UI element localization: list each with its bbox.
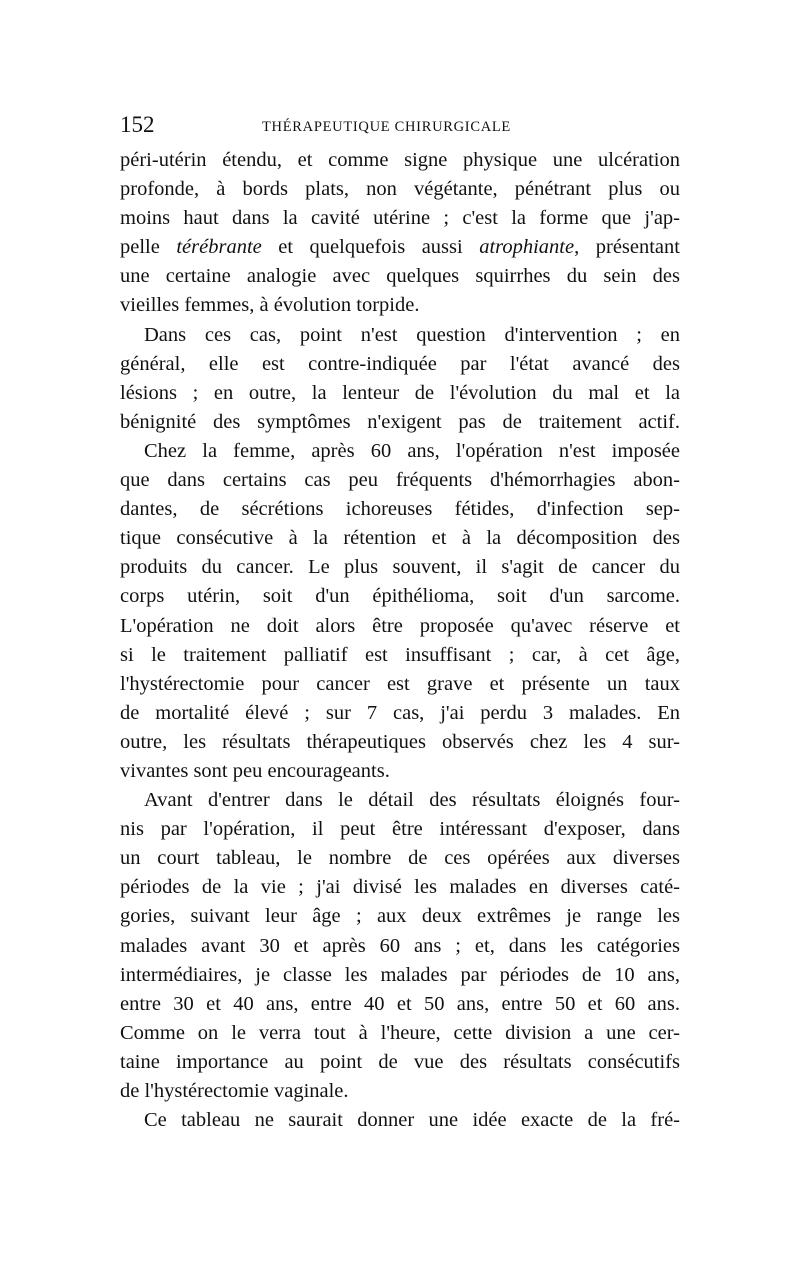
text-line: que dans certains cas peu fréquents d'hémorrhagies abon- xyxy=(120,469,680,492)
text-line: péri-utérin étendu, et comme signe physique une ulcération xyxy=(120,149,680,171)
text-line: général, elle est contre-indiquée par l'état avancé des xyxy=(120,352,680,375)
running-head xyxy=(120,112,680,142)
text-line: vivantes sont peu encourageants. xyxy=(120,759,390,782)
italic-term: atrophiante xyxy=(479,236,575,259)
text-line: vieilles femmes, à évolution torpide. xyxy=(120,294,420,317)
text-segment: et quelquefois aussi xyxy=(261,236,480,259)
text-line: tique consécutive à la rétention et à la décomposition des xyxy=(120,527,680,550)
text-line: Comme on le verra tout à l'heure, cette division a une cer- xyxy=(120,1021,680,1044)
text-line: profonde, à bords plats, non végétante, pénétrant plus ou xyxy=(120,178,680,201)
text-line: gories, suivant leur âge ; aux deux extrêmes je range les xyxy=(120,905,680,928)
page-number: 152 xyxy=(120,112,155,137)
text-segment: pelle xyxy=(120,236,177,259)
text-line: corps utérin, soit d'un épithélioma, soit d'un sarcome. xyxy=(120,585,680,608)
text-line: L'opération ne doit alors être proposée qu'avec réserve et xyxy=(120,614,680,637)
text-line: outre, les résultats thérapeutiques observés chez les 4 sur- xyxy=(120,730,680,753)
text-line: nis par l'opération, il peut être intéressant d'exposer, dans xyxy=(120,818,680,841)
text-line: périodes de la vie ; j'ai divisé les malades en diverses caté- xyxy=(120,876,680,899)
text-line: taine importance au point de vue des résultats consécutifs xyxy=(120,1050,680,1073)
book-page xyxy=(120,112,680,1135)
text-line: l'hystérectomie pour cancer est grave et présente un taux xyxy=(120,672,680,695)
text-line: une certaine analogie avec quelques squirrhes du sein des xyxy=(120,265,680,288)
text-segment: , présentant xyxy=(574,236,680,259)
body-text xyxy=(120,146,680,1135)
text-line: un court tableau, le nombre de ces opérées aux diverses xyxy=(120,847,680,870)
italic-term: térébrante xyxy=(176,236,262,259)
text-line: bénignité des symptômes n'exigent pas de traitement actif. xyxy=(120,410,680,433)
paragraph-start-line: Dans ces cas, point n'est question d'intervention ; en xyxy=(144,323,680,346)
text-line: de mortalité élevé ; sur 7 cas, j'ai perdu 3 malades. En xyxy=(120,701,680,724)
text-line: intermédiaires, je classe les malades par périodes de 10 ans, xyxy=(120,963,680,986)
text-line: produits du cancer. Le plus souvent, il s'agit de cancer du xyxy=(120,556,680,579)
text-line: entre 30 et 40 ans, entre 40 et 50 ans, entre 50 et 60 ans. xyxy=(120,992,680,1015)
text-line: si le traitement palliatif est insuffisant ; car, à cet âge, xyxy=(120,643,680,666)
text-line xyxy=(120,233,680,262)
text-line: dantes, de sécrétions ichoreuses fétides, d'infection sep- xyxy=(120,498,680,521)
text-line: de l'hystérectomie vaginale. xyxy=(120,1080,349,1102)
text-line: malades avant 30 et après 60 ans ; et, dans les catégories xyxy=(120,934,680,957)
text-line: lésions ; en outre, la lenteur de l'évolution du mal et la xyxy=(120,381,680,404)
paragraph-start-line: Chez la femme, après 60 ans, l'opération n'est imposée xyxy=(144,439,680,462)
text-line: moins haut dans la cavité utérine ; c'est la forme que j'ap- xyxy=(120,207,680,230)
running-title: THÉRAPEUTIQUE CHIRURGICALE xyxy=(262,119,511,135)
paragraph-start-line: Avant d'entrer dans le détail des résultats éloignés four- xyxy=(144,789,680,812)
paragraph-start-line: Ce tableau ne saurait donner une idée exacte de la fré- xyxy=(144,1109,680,1132)
